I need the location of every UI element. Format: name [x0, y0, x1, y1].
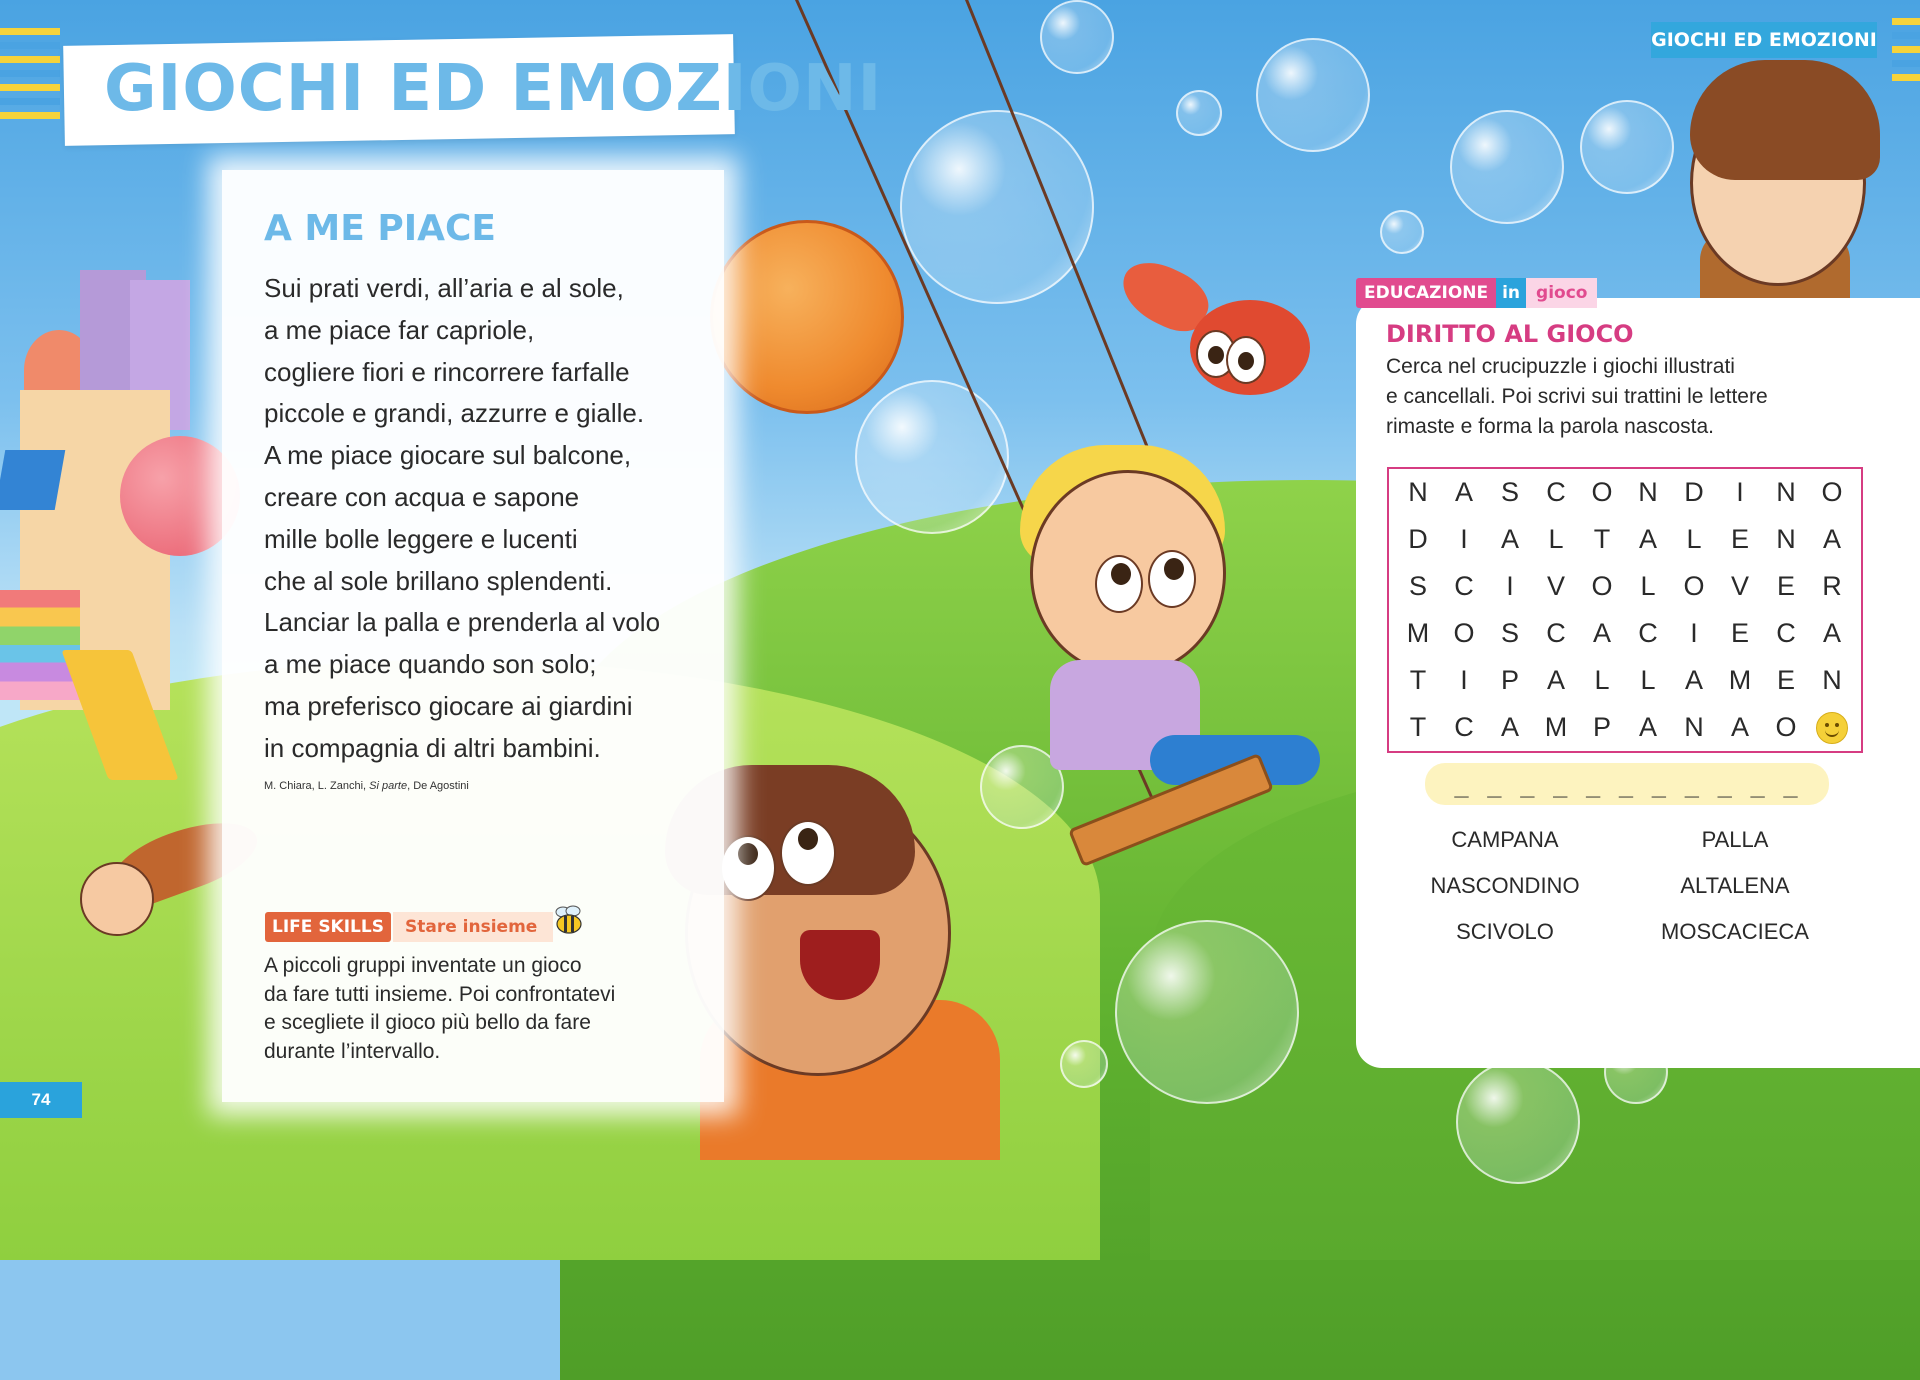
life-skills-text — [264, 952, 704, 1066]
grid-letter[interactable]: L — [1594, 665, 1610, 695]
grid-letter[interactable]: L — [1640, 571, 1656, 601]
poem-line: in compagnia di altri bambini. — [264, 732, 601, 763]
life-skills-line: A piccoli gruppi inventate un gioco — [264, 954, 582, 977]
word-search-grid — [1387, 467, 1863, 753]
life-skills-line: da fare tutti insieme. Poi confrontatevi — [264, 982, 616, 1006]
grid-letter[interactable]: E — [1730, 524, 1749, 554]
word-row — [1390, 863, 1850, 909]
grid-letter[interactable]: E — [1776, 665, 1795, 695]
poem-line: mille bolle leggere e lucenti — [264, 523, 578, 554]
running-girl-illustration — [80, 862, 154, 936]
answer-blanks[interactable]: _ _ _ _ _ _ _ _ _ _ _ — [1425, 763, 1829, 805]
bubble-illustration — [1380, 210, 1424, 254]
grid-letter[interactable]: A — [1638, 712, 1657, 742]
bubble-illustration — [1580, 100, 1674, 194]
smiley-icon — [1816, 712, 1848, 744]
grid-letter[interactable]: N — [1638, 477, 1658, 507]
grid-letter[interactable]: N — [1822, 665, 1842, 695]
grid-letter[interactable]: C — [1546, 477, 1566, 507]
bubble-illustration — [1450, 110, 1564, 224]
grid-letter[interactable]: D — [1684, 477, 1704, 507]
grid-letter[interactable]: N — [1408, 477, 1428, 507]
grid-letter[interactable]: A — [1822, 524, 1841, 554]
credit-book-title: Si parte — [369, 780, 408, 792]
instruction-line: rimaste e forma la parola nascosta. — [1386, 415, 1714, 438]
bubble-illustration — [1115, 920, 1299, 1104]
grid-letter[interactable]: C — [1546, 618, 1566, 648]
badge-part: in — [1496, 278, 1526, 308]
grid-letter[interactable]: O — [1821, 477, 1843, 507]
grid-letter[interactable]: E — [1730, 618, 1749, 648]
educazione-in-gioco-badge — [1356, 278, 1597, 308]
poem-line: A me piace giocare sul balcone, — [264, 440, 632, 471]
grid-letter[interactable]: O — [1683, 571, 1705, 601]
grid-letter[interactable]: C — [1454, 571, 1474, 601]
grid-letter[interactable]: L — [1686, 524, 1702, 554]
grid-letter[interactable]: N — [1776, 477, 1796, 507]
grid-letter[interactable]: C — [1638, 618, 1658, 648]
grid-letter[interactable]: A — [1500, 712, 1519, 742]
grid-letter[interactable]: V — [1546, 571, 1565, 601]
grid-letter[interactable]: O — [1591, 571, 1613, 601]
grid-letter[interactable]: T — [1593, 524, 1611, 554]
grid-letter[interactable]: P — [1592, 712, 1611, 742]
grid-letter[interactable]: L — [1548, 524, 1564, 554]
instruction-line: e cancellali. Poi scrivi sui trattini le lettere — [1386, 385, 1768, 408]
activity-instructions — [1386, 352, 1846, 442]
grid-letter[interactable]: N — [1684, 712, 1704, 742]
bubble-illustration — [1060, 1040, 1108, 1088]
badge-part: EDUCAZIONE — [1356, 278, 1496, 308]
grid-letter[interactable]: I — [1690, 618, 1698, 648]
credit-authors: M. Chiara, L. Zanchi, — [264, 780, 370, 792]
grid-letter[interactable]: M — [1728, 665, 1752, 695]
grid-letter[interactable]: I — [1460, 665, 1468, 695]
bird-eye-illustration — [1226, 336, 1266, 384]
grid-letter[interactable]: T — [1409, 712, 1427, 742]
eye-illustration — [780, 820, 836, 886]
section-badge: GIOCHI ED EMOZIONI — [1651, 22, 1877, 58]
grid-letter[interactable]: S — [1500, 618, 1519, 648]
life-skills-line: e scegliete il gioco più bello da fare — [264, 1011, 591, 1034]
grid-letter[interactable]: A — [1638, 524, 1657, 554]
eye-illustration — [720, 835, 776, 901]
grid-letter[interactable]: M — [1544, 712, 1568, 742]
grid-letter[interactable]: A — [1822, 618, 1841, 648]
poem-text — [264, 268, 724, 770]
grid-letter[interactable]: I — [1736, 477, 1744, 507]
grid-letter[interactable]: A — [1454, 477, 1473, 507]
grid-letter[interactable]: R — [1822, 571, 1842, 601]
eye-illustration — [1148, 550, 1196, 608]
grid-letter[interactable]: I — [1460, 524, 1468, 554]
bubble-illustration — [900, 110, 1094, 304]
grid-letter[interactable]: A — [1730, 712, 1749, 742]
grid-letter[interactable]: P — [1500, 665, 1519, 695]
word-item: PALLA — [1701, 827, 1769, 852]
decorative-stripes — [1892, 18, 1920, 88]
grid-letter[interactable]: A — [1500, 524, 1519, 554]
grid-letter[interactable]: E — [1776, 571, 1795, 601]
grid-letter[interactable]: V — [1730, 571, 1749, 601]
poem-credit — [264, 780, 469, 792]
page-number: 74 — [0, 1082, 82, 1118]
badge-part: gioco — [1526, 278, 1597, 308]
bubble-illustration — [1176, 90, 1222, 136]
bubble-boy-hair-illustration — [1690, 60, 1880, 180]
bubble-illustration — [855, 380, 1009, 534]
grid-letter[interactable]: O — [1453, 618, 1475, 648]
life-skills-badge: LIFE SKILLS — [265, 912, 391, 942]
life-skills-subtitle: Stare insieme — [393, 912, 553, 942]
grid-letter[interactable]: A — [1592, 618, 1611, 648]
grid-letter[interactable]: O — [1775, 712, 1797, 742]
grid-letter[interactable]: S — [1408, 571, 1427, 601]
credit-publisher: , De Agostini — [407, 780, 469, 792]
poem-line: a me piace far capriole, — [264, 314, 535, 345]
grid-letter[interactable]: A — [1684, 665, 1703, 695]
decorative-stripes — [0, 28, 60, 126]
grid-letter[interactable]: C — [1776, 618, 1796, 648]
word-row — [1390, 817, 1850, 863]
grid-letter[interactable]: C — [1454, 712, 1474, 742]
grid-letter[interactable]: T — [1409, 665, 1427, 695]
word-item: SCIVOLO — [1456, 919, 1554, 944]
grid-letter[interactable] — [1809, 704, 1855, 751]
poem-line: a me piace quando son solo; — [264, 649, 597, 680]
grid-letter[interactable]: M — [1406, 618, 1430, 648]
bubble-illustration — [1256, 38, 1370, 152]
grid-letter[interactable]: I — [1506, 571, 1514, 601]
ball-illustration — [710, 220, 904, 414]
grid-letter[interactable]: D — [1408, 524, 1428, 554]
bee-icon — [553, 904, 585, 936]
activity-title: DIRITTO AL GIOCO — [1386, 320, 1634, 348]
instruction-line: Cerca nel crucipuzzle i giochi illustrati — [1386, 355, 1735, 378]
grid-letter[interactable]: O — [1591, 477, 1613, 507]
grid-letter[interactable]: N — [1776, 524, 1796, 554]
playhouse-roof-illustration — [0, 450, 65, 510]
playground-tower-illustration — [0, 590, 80, 700]
poem-line: ma preferisco giocare ai giardini — [264, 690, 633, 721]
grid-letter[interactable]: S — [1500, 477, 1519, 507]
word-item: ALTALENA — [1680, 873, 1790, 898]
poem-line: Lanciar la palla e prenderla al volo — [264, 607, 661, 638]
grid-letter[interactable]: L — [1640, 665, 1656, 695]
life-skills-line: durante l’intervallo. — [264, 1039, 441, 1063]
poem-title: A ME PIACE — [264, 208, 496, 249]
word-item: CAMPANA — [1451, 827, 1559, 852]
grid-letter[interactable]: A — [1546, 665, 1565, 695]
poem-line: cogliere fiori e rincorrere farfalle — [264, 356, 630, 387]
bubble-illustration — [1456, 1060, 1580, 1184]
poem-line: Sui prati verdi, all’aria e al sole, — [264, 273, 624, 303]
poem-line: creare con acqua e sapone — [264, 481, 580, 512]
bubble-illustration — [1040, 0, 1114, 74]
word-list — [1390, 817, 1850, 955]
poem-line: piccole e grandi, azzurre e gialle. — [264, 398, 645, 429]
word-row — [1390, 909, 1850, 955]
word-item: MOSCACIECA — [1661, 919, 1809, 944]
word-item: NASCONDINO — [1430, 873, 1580, 898]
eye-illustration — [1095, 555, 1143, 613]
poem-line: che al sole brillano splendenti. — [264, 565, 613, 596]
page-title: GIOCHI ED EMOZIONI — [104, 52, 883, 126]
